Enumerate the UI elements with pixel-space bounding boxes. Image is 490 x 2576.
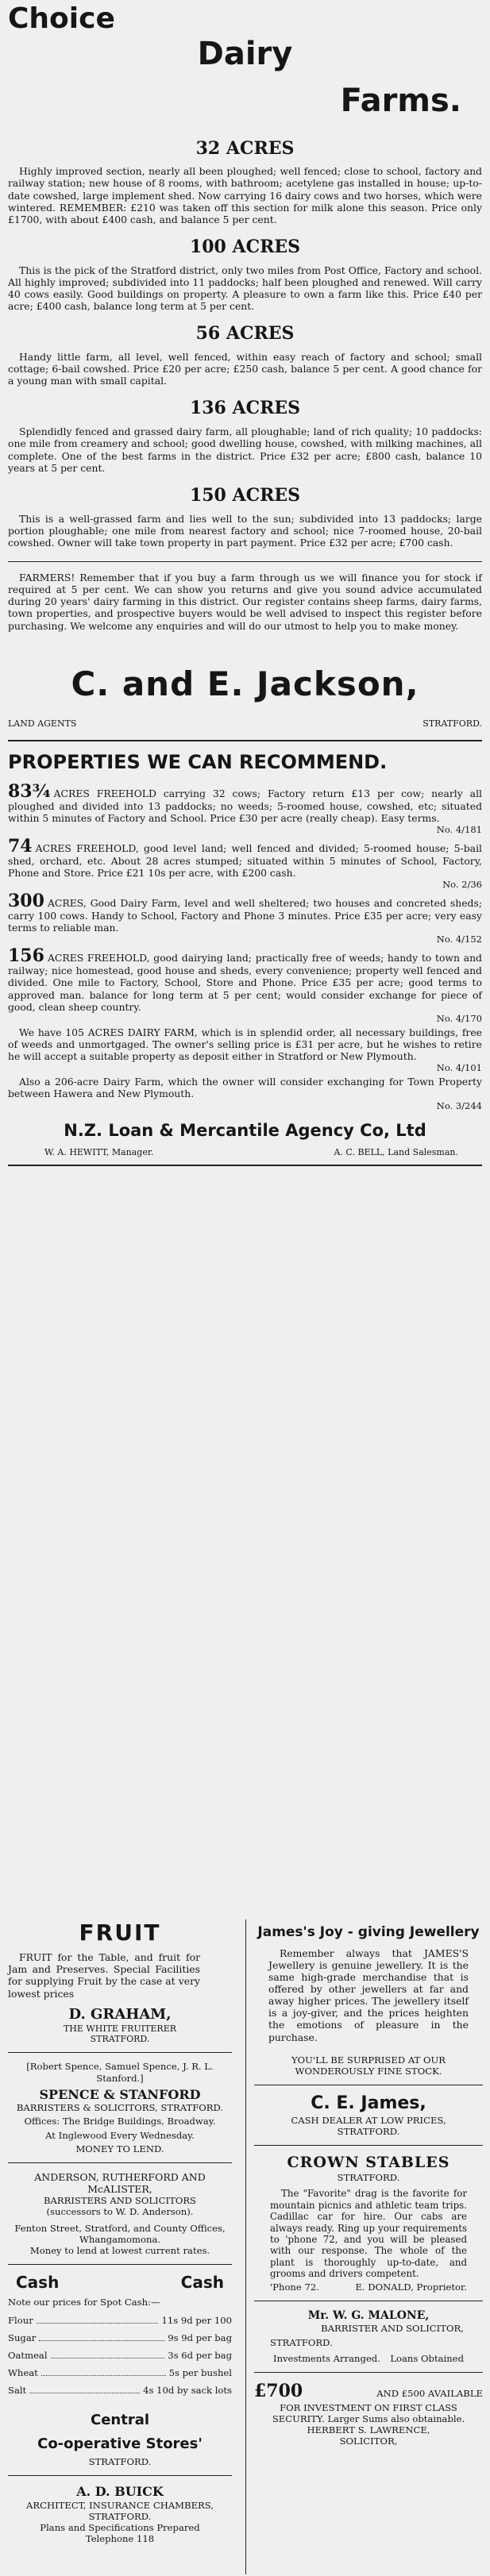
cash-item-price: 5s per bushel	[168, 2366, 232, 2378]
fruit-ad	[8, 1919, 232, 2044]
fruit-town: STRATFORD.	[90, 2034, 150, 2045]
property-text	[8, 947, 482, 1013]
property-text	[8, 1026, 482, 1062]
fruit-name: D. GRAHAM,	[68, 2005, 172, 2023]
buick-telephone: Telephone 118	[85, 2533, 155, 2545]
spence-offices: Offices: The Bridge Buildings, Broadway.	[24, 2116, 216, 2127]
anderson-money: Money to lend at lowest current rates.	[29, 2244, 210, 2256]
crown-body: The "Favorite" drag is the favorite for mountain picnics and athletic team trips. Cadillac car for hire. Our cabs are always ready. Ring up your requirements to 'phone 72, and you will be pleased with our response. The whole of the plant is thoroughly up-to-date, and grooms and drivers competent.	[270, 2188, 467, 2280]
loan-700-ad	[254, 2381, 483, 2447]
divider	[8, 2475, 232, 2476]
nz-loan-name: N.Z. Loan & Mercantile Agency Co, Ltd	[64, 1120, 426, 1140]
header-dairy: Dairy	[197, 35, 293, 72]
cash-item-name: Flour	[8, 2314, 33, 2326]
farm-acres: 100 ACRES	[189, 236, 301, 257]
james-joy-ad	[254, 1924, 483, 2077]
loan-name: HERBERT S. LAWRENCE,	[307, 2424, 430, 2436]
property-size: 83¾	[8, 780, 51, 802]
anderson-name: ANDERSON, RUTHERFORD AND McALISTER,	[34, 2170, 206, 2196]
cash-item-price: 4s 10d by sack lots	[143, 2385, 232, 2397]
divider	[8, 740, 482, 741]
divider	[8, 2264, 232, 2265]
malone-ad	[254, 2309, 483, 2365]
buick-name: A. D. BUICK	[76, 2484, 164, 2500]
divider	[8, 2162, 232, 2163]
central-name-1: Central	[90, 2412, 150, 2429]
leader-dots	[39, 2340, 164, 2341]
crown-stables-ad	[254, 2154, 483, 2293]
fruit-body: FRUIT for the Table, and fruit for Jam and Preserves. Special Facilities for supplying Fruit by the case at very lowest prices	[8, 1951, 200, 2000]
farm-description: Splendidly fenced and grassed dairy farm, all ploughable; land of rich quality; 10 paddocks: one mile from creamery and school; good dwelling house, cowshed, with milking machines, all complete. One of the best farms in the district. Price £32 per acre; £800 cash, balance 10 years at 5 per cent.	[8, 425, 482, 474]
property-description: ACRES, Good Dairy Farm, level and well sheltered; two houses and concreted sheds; carry 100 cows. Handy to School, Factory and Phone 3 minutes. Price £35 per acre; very easy terms to reliable man.	[8, 897, 482, 934]
farm-acres: 136 ACRES	[189, 398, 301, 419]
fruit-shop: THE WHITE FRUITERER	[63, 2023, 177, 2034]
property-size: 74	[8, 835, 33, 857]
property-description: ACRES FREEHOLD carrying 32 cows; Factory return £13 per cow; nearly all ploughed and divided into 13 paddocks; no weeds; 5-roomed house, cowshed, etc; situated within 5 minutes of Factory and School. Price £30 per acre (really cheap). Easy terms.	[8, 787, 482, 824]
loan-amount: £700	[254, 2381, 303, 2402]
spence-name: SPENCE & STANFORD	[39, 2086, 201, 2102]
buick-role: ARCHITECT, INSURANCE CHAMBERS, STRATFORD.	[26, 2499, 214, 2522]
property-ref: No. 4/101	[436, 1062, 482, 1074]
jackson-block	[8, 664, 482, 730]
farm-acres: 150 ACRES	[189, 484, 301, 506]
farm-listing	[8, 237, 482, 312]
cash-price-row	[8, 2385, 232, 2396]
divider	[254, 2145, 483, 2146]
spence-partners: [Robert Spence, Samuel Spence, J. R. L. Stanford.]	[26, 2061, 214, 2084]
properties-list	[8, 780, 482, 1111]
nz-loan-block	[8, 1121, 482, 1158]
property-ref: No. 4/152	[436, 934, 482, 945]
property-ref: No. 4/181	[436, 823, 482, 835]
property-text	[8, 837, 482, 879]
central-name-2: Co-operative Stores'	[37, 2435, 203, 2453]
central-town: STRATFORD.	[88, 2456, 152, 2468]
property-ref: No. 4/170	[436, 1012, 482, 1024]
farmers-notice: FARMERS! Remember that if you buy a farm through us we will finance you for stock if required at 5 per cent. We can show you returns and give you sound advice accumulated during 20 years' dairy farming in this district. Our register contains sheep farms, dairy farms, town properties, and prospective buyers would be well advised to inspect this register before purchasing. We welcome any enquiries and will do our utmost to help you to make money.	[8, 572, 482, 632]
property-description: ACRES FREEHOLD, good level land; well fenced and divided; 5-roomed house; 5-bail shed, orchard, etc. About 28 acres stumped; situated within 5 minutes of School, Factory, Phone and Store. Price £21 10s per acre, with £200 cash.	[8, 841, 482, 879]
anderson-offices: Fenton Street, Stratford, and County Offices, Whangamomona.	[14, 2222, 226, 2245]
property-ref: No. 3/244	[436, 1099, 482, 1111]
crown-name: CROWN STABLES	[287, 2154, 450, 2172]
agency-name: C. and E. Jackson,	[71, 664, 419, 703]
farm-description: This is the pick of the Stratford district, only two miles from Post Office, Factory and school. All highly improved; subdivided into 11 paddocks; half been ploughed and renewed. Will carry 40 cows easily. Good buildings on property. A pleasure to own a farm like this. Price £40 per acre; £400 cash, balance long term at 5 per cent.	[8, 264, 482, 313]
cash-item-price: 3s 6d per bag	[168, 2349, 232, 2361]
spence-role: BARRISTERS & SOLICITORS, STRATFORD.	[16, 2102, 224, 2114]
farm-listings	[8, 138, 482, 549]
header-farms: Farms.	[340, 82, 461, 119]
agency-town: STRATFORD.	[422, 718, 482, 729]
james-joy-body: Remember always that JAMES'S Jewellery is genuine jewellery. It is the same high-grade merchandise that is offered by other jewellers at far and away higher prices. The jewellery itself is a joy-giver, and the prices heighten the emotions of pleasure in the purchase.	[268, 1946, 469, 2043]
fruit-heading: FRUIT	[79, 1919, 161, 1946]
farm-listing	[8, 138, 482, 225]
crown-town: STRATFORD.	[337, 2172, 400, 2184]
cash-item-name: Sugar	[8, 2331, 37, 2343]
loan-role: SOLICITOR,	[339, 2435, 398, 2447]
header-choice: Choice	[8, 2, 115, 35]
divider	[8, 561, 482, 562]
cash-item-name: Wheat	[8, 2366, 38, 2378]
cash-heading	[8, 2273, 232, 2292]
ce-james-role: CASH DEALER AT LOW PRICES, STRATFORD.	[291, 2114, 446, 2137]
cash-item-price: 11s 9d per 100	[161, 2314, 232, 2326]
property-text	[8, 780, 482, 824]
malone-town: STRATFORD.	[270, 2336, 333, 2348]
crown-proprietor: E. DONALD, Proprietor.	[355, 2281, 467, 2293]
leader-dots	[41, 2375, 166, 2376]
cash-note: Note our prices for Spot Cash:—	[8, 2297, 160, 2308]
anderson-successors: (successors to W. D. Anderson).	[46, 2206, 194, 2218]
malone-loans: Loans Obtained	[390, 2353, 464, 2365]
crown-phone: 'Phone 72.	[270, 2281, 319, 2293]
farm-description: Handy little farm, all level, well fenced, within easy reach of factory and school; small cottage; 6-bail cowshed. Price £20 per acre; £250 cash, balance 5 per cent. A good chance for a young man with small capital.	[8, 351, 482, 387]
crown-footer	[254, 2281, 483, 2293]
malone-name: Mr. W. G. MALONE,	[307, 2308, 430, 2322]
cash-price-row	[8, 2332, 232, 2343]
ce-james-ad	[254, 2093, 483, 2137]
cash-price-row	[8, 2315, 232, 2326]
cash-price-list	[8, 2315, 232, 2397]
central-ad	[8, 2412, 232, 2467]
loan-heading	[254, 2381, 483, 2402]
property-size: 156	[8, 945, 44, 967]
property-ref: No. 2/36	[442, 879, 482, 891]
malone-investments: Investments Arranged.	[273, 2353, 380, 2365]
cash-heading-right: Cash	[180, 2272, 224, 2292]
properties-block	[8, 751, 482, 1111]
james-joy-surprise: YOU'LL BE SURPRISED AT OUR WONDEROUSLY FINE STOCK.	[291, 2054, 446, 2077]
properties-heading: PROPERTIES WE CAN RECOMMEND.	[8, 751, 388, 774]
cash-item-price: 9s 9d per bag	[168, 2331, 232, 2343]
anderson-ad	[8, 2171, 232, 2256]
loan-body: FOR INVESTMENT ON FIRST CLASS SECURITY. Larger Sums also obtainable.	[272, 2402, 465, 2425]
property-listing	[8, 780, 482, 835]
spence-ad	[8, 2061, 232, 2154]
property-listing	[8, 1076, 482, 1111]
cash-item-name: Salt	[8, 2385, 27, 2397]
farm-description: This is a well-grassed farm and lies well to the sun; subdivided into 13 paddocks; large portion ploughable; one mile from nearest factory and school; nice 7-roomed house, 20-bail cowshed. Owner will take town property in part payment. Price £32 per acre; £700 cash.	[8, 512, 482, 549]
malone-role: BARRISTER AND SOLICITOR,	[321, 2322, 464, 2334]
loan-and: AND £500 AVAILABLE	[376, 2388, 483, 2400]
property-description: Also a 206-acre Dairy Farm, which the owner will consider exchanging for Town Property between Hawera and New Plymouth.	[8, 1076, 482, 1100]
buick-plans: Plans and Specifications Prepared	[40, 2522, 200, 2534]
property-description: ACRES FREEHOLD, good dairying land; practically free of weeds; handy to town and railway; nice homestead, good house and sheds, every convenience; property well fenced and divided. One mile to Factory, School, Store and Phone. Price £35 per acre; good terms to approved man. balance for long term at 5 per cent; would consider exchange for piece of good, clean sheep country.	[8, 952, 482, 1013]
ce-james-name: C. E. James,	[311, 2093, 426, 2114]
property-listing	[8, 837, 482, 890]
nz-loan-staff	[8, 1147, 482, 1157]
property-listing	[8, 1026, 482, 1073]
left-column	[8, 1919, 232, 2544]
farm-listing	[8, 323, 482, 387]
nz-loan-manager: W. A. HEWITT, Manager.	[44, 1147, 154, 1158]
farm-listing	[8, 398, 482, 473]
farm-listing	[8, 485, 482, 549]
cash-price-row	[8, 2350, 232, 2361]
farm-acres: 32 ACRES	[195, 137, 295, 159]
cash-heading-left: Cash	[16, 2272, 60, 2292]
malone-services	[254, 2353, 483, 2364]
agency-subline	[8, 718, 482, 729]
nz-loan-salesman: A. C. BELL, Land Salesman.	[334, 1147, 458, 1158]
property-listing	[8, 892, 482, 945]
farm-acres: 56 ACRES	[195, 323, 295, 345]
property-text	[8, 892, 482, 934]
divider	[8, 1165, 482, 1166]
buick-ad	[8, 2484, 232, 2544]
spence-money: MONEY TO LEND.	[75, 2143, 164, 2154]
cash-ad	[8, 2273, 232, 2396]
property-size: 300	[8, 891, 44, 912]
divider	[254, 2372, 483, 2373]
agency-role: LAND AGENTS	[8, 718, 77, 729]
cash-item-name: Oatmeal	[8, 2349, 48, 2361]
spence-inglewood: At Inglewood Every Wednesday.	[45, 2129, 195, 2141]
property-listing	[8, 947, 482, 1024]
farm-description: Highly improved section, nearly all been ploughed; well fenced; close to school, factory and railway station; new house of 8 rooms, with bathroom; acetylene gas installed in house; up-to- date cowshed, large implement shed. Now carrying 16 dairy cows and two horses, which were wintered. REMEMBER: £210 was taken off this section for milk alone this season. Price only £1700, with about £400 cash, and balance 5 per cent.	[8, 165, 482, 225]
right-column	[245, 1919, 483, 2574]
divider	[8, 2052, 232, 2053]
cash-price-row	[8, 2367, 232, 2378]
property-text	[8, 1076, 482, 1099]
leader-dots	[37, 2323, 159, 2324]
property-description: We have 105 ACRES DAIRY FARM, which is in splendid order, all necessary buildings, free of weeds and unmortgaged. The owner's selling price is £31 per acre, but he wishes to retire he will accept a suitable property as deposit either in Stratford or New Plymouth.	[8, 1026, 482, 1063]
anderson-role: BARRISTERS AND SOLICITORS	[43, 2195, 196, 2207]
farms-header	[8, 2, 482, 121]
james-joy-heading: James's Joy - giving Jewellery	[257, 1924, 480, 1940]
